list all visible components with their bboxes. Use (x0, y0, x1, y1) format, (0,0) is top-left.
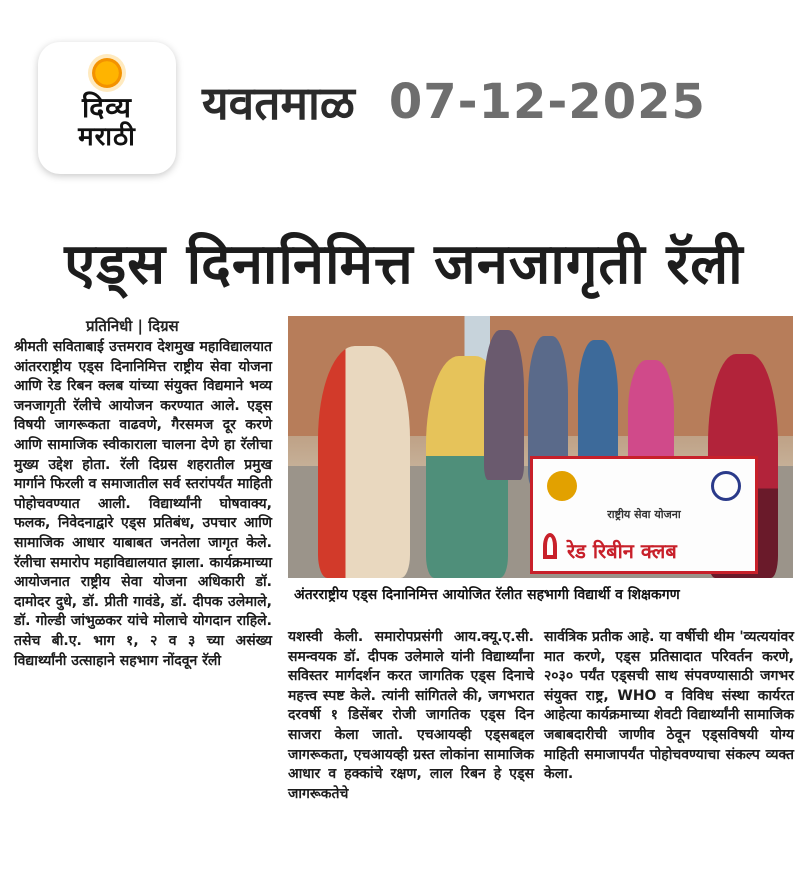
article-headline: एड्स दिनानिमित्त जनजागृती रॅली (64, 232, 744, 297)
banner-club-text: रेड रिबीन क्लब (567, 539, 677, 563)
banner-nss-text: राष्ट्रीय सेवा योजना (607, 508, 681, 521)
person-figure (318, 346, 410, 578)
photo-caption: अंतरराष्ट्रीय एड्स दिनानिमित्त आयोजित रॅलीत सहभागी विद्यार्थी व शिक्षकगण (294, 587, 680, 603)
edition-date: 07-12-2025 (388, 74, 706, 130)
article-column-2: यशस्वी केली. समारोपप्रसंगी आय.क्यू.ए.सी. समन्वयक डॉ. दीपक उलेमाले यांनी विद्यार्थ्यांना सविस्तर मार्गदर्शन करत जागतिक एड्स दिनाचे महत्त्व स्पष्ट केले. त्यांनी सांगितले की, जगभरात दरवर्षी १ डिसेंबर रोजी जागतिक एड्स दिन साजरा केला जातो. एचआयव्ही एड्सबद्दल जागरूकता, एचआयव्ही ग्रस्त लोकांना सामाजिक आधार व हक्कांचे रक्षण, लाल रिबन हे एड्स जागरूकतेचे (288, 629, 534, 802)
red-ribbon-icon (543, 533, 557, 559)
red-ribbon-club-banner (530, 456, 758, 574)
college-emblem-icon (547, 471, 577, 501)
person-figure (484, 330, 524, 480)
masthead (202, 70, 706, 134)
article-byline: प्रतिनिधी | दिग्रस (86, 317, 179, 335)
article-photo (288, 316, 793, 578)
logo-brand-line1: दिव्य (82, 91, 132, 124)
divya-marathi-logo (38, 42, 176, 174)
edition-city: यवतमाळ (202, 76, 355, 130)
article-column-3: सार्वत्रिक प्रतीक आहे. या वर्षीची थीम 'व्यत्ययांवर मात करणे, एड्स प्रतिसादात परिवर्तन करणे, २०३० पर्यंत एड्सची साथ संपवण्यासाठी जगभर संयुक्त राष्ट्र, WHO व विविध संस्था कार्यरत आहेत्या कार्यक्रमाच्या शेवटी विद्यार्थ्यांनी सामाजिक जबाबदारीची जाणीव ठेवून एड्सविषयी योग्य माहिती समाजापर्यंत पोहोचवण्याचा संकल्प व्यक्त केला. (544, 629, 794, 783)
sun-icon (92, 58, 122, 88)
article-column-1: श्रीमती सविताबाई उत्तमराव देशमुख महाविद्यालयात आंतरराष्ट्रीय एड्स दिनानिमित्त राष्ट्रीय सेवा योजना आणि रेड रिबन क्लब यांच्या संयुक्त विद्यमाने भव्य जनजागृती रॅलीचे आयोजन करण्यात आले. एड्स विषयी जागरूकता वाढवणे, गैरसमज दूर करणे आणि सामाजिक स्वीकाराला चालना देणे हा रॅलीचा मुख्य उद्देश होता. रॅली दिग्रस शहरातील प्रमुख मार्गाने फिरली व समाजातील सर्व स्तरांपर्यंत माहिती पोहोचवण्यात आली. विद्यार्थ्यांनी घोषवाक्य, फलक, निवेदनाद्वारे एड्स प्रतिबंध, उपचार आणि सामाजिक आधार याबाबत जनतेला जागृत केले. रॅलीचा समारोप महाविद्यालयात झाला. कार्यक्रमाच्या आयोजनात राष्ट्रीय सेवा योजना अधिकारी डॉ. दामोदर दुधे, डॉ. प्रीती गावंडे, डॉ. दीपक उलेमाले, डॉ. गोल्डी जांभुळकर यांचे मोलाचे योगदान राहिले. तसेच बी.ए. भाग १, २ व ३ च्या असंख्य विद्यार्थ्यांनी उत्साहाने सहभाग नोंदवून रॅली (14, 339, 272, 669)
nss-emblem-icon (711, 471, 741, 501)
logo-brand-line2: मराठी (78, 122, 136, 152)
